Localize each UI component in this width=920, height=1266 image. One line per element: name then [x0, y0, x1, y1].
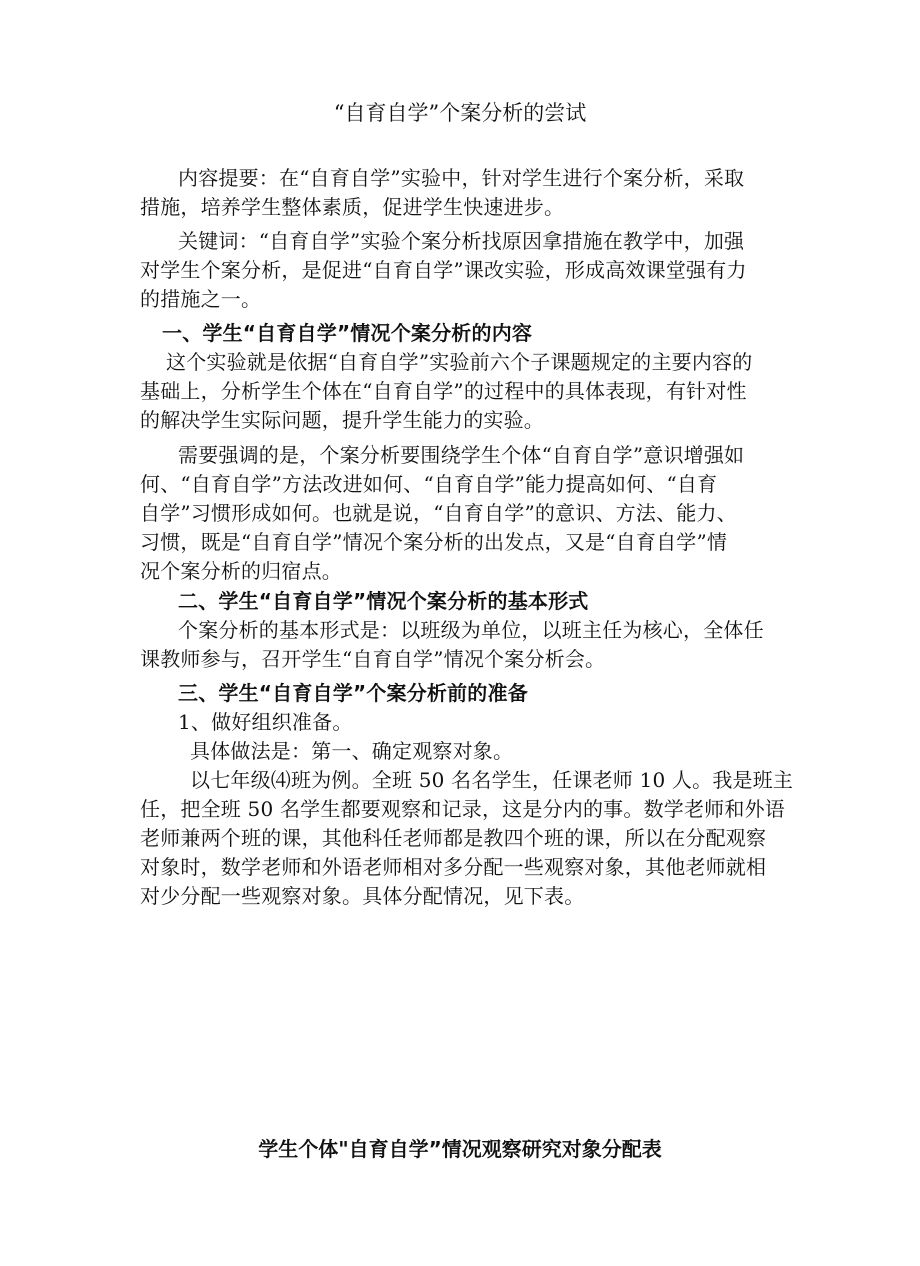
list-item: 1、做好组织准备。	[178, 710, 353, 734]
paragraph-line: 基础上，分析学生个体在“自育自学”的过程中的具体表现，有针对性	[140, 379, 747, 403]
paragraph-line: 这个实验就是依据“自育自学”实验前六个子课题规定的主要内容的	[166, 350, 753, 374]
paragraph-line: 任，把全班 50 名学生都要观察和记录，这是分内的事。数学老师和外语	[140, 797, 785, 821]
section-heading-3: 三、学生“自育自学”个案分析前的准备	[178, 681, 528, 705]
keywords-line: 关键词：“自育自学”实验个案分析找原因拿措施在教学中，加强	[178, 229, 745, 253]
paragraph-line: 老师兼两个班的课，其他科任老师都是教四个班的课，所以在分配观察	[140, 826, 767, 850]
paragraph-line: 对少分配一些观察对象。具体分配情况，见下表。	[140, 884, 585, 908]
paragraph-line: 习惯，既是“自育自学”情况个案分析的出发点，又是“自育自学”情	[140, 530, 728, 554]
section-heading-2: 二、学生“自育自学”情况个案分析的基本形式	[178, 589, 589, 613]
document-title: “自育自学”个案分析的尝试	[333, 101, 587, 125]
keywords-line: 对学生个案分析，是促进“自育自学”课改实验，形成高效课堂强有力	[140, 258, 747, 282]
abstract-line: 内容提要：在“自育自学”实验中，针对学生进行个案分析，采取	[178, 166, 745, 190]
paragraph-line: 以七年级⑷班为例。全班 50 名名学生，任课老师 10 人。我是班主	[190, 768, 794, 792]
paragraph-line: 况个案分析的归宿点。	[140, 559, 342, 583]
keywords-line: 的措施之一。	[140, 287, 262, 311]
paragraph-line: 个案分析的基本形式是：以班级为单位，以班主任为核心，全体任	[178, 618, 764, 642]
table-title: 学生个体"自育自学”情况观察研究对象分配表	[258, 1137, 662, 1161]
section-heading-1: 一、学生“自育自学”情况个案分析的内容	[162, 321, 533, 345]
abstract-line: 措施，培养学生整体素质，促进学生快速进步。	[140, 195, 565, 219]
paragraph-line: 需要强调的是，个案分析要围绕学生个体“自育自学”意识增强如	[178, 443, 745, 467]
paragraph-line: 的解决学生实际问题，提升学生能力的实验。	[140, 408, 544, 432]
list-item: 具体做法是：第一、确定观察对象。	[190, 739, 514, 763]
paragraph-line: 对象时，数学老师和外语老师相对多分配一些观察对象，其他老师就相	[140, 855, 767, 879]
paragraph-line: 何、“自育自学”方法改进如何、“自育自学”能力提高如何、“自育	[140, 472, 718, 496]
paragraph-line: 自学”习惯形成如何。也就是说，“自育自学”的意识、方法、能力、	[140, 501, 737, 525]
paragraph-line: 课教师参与，召开学生“自育自学”情况个案分析会。	[140, 647, 606, 671]
